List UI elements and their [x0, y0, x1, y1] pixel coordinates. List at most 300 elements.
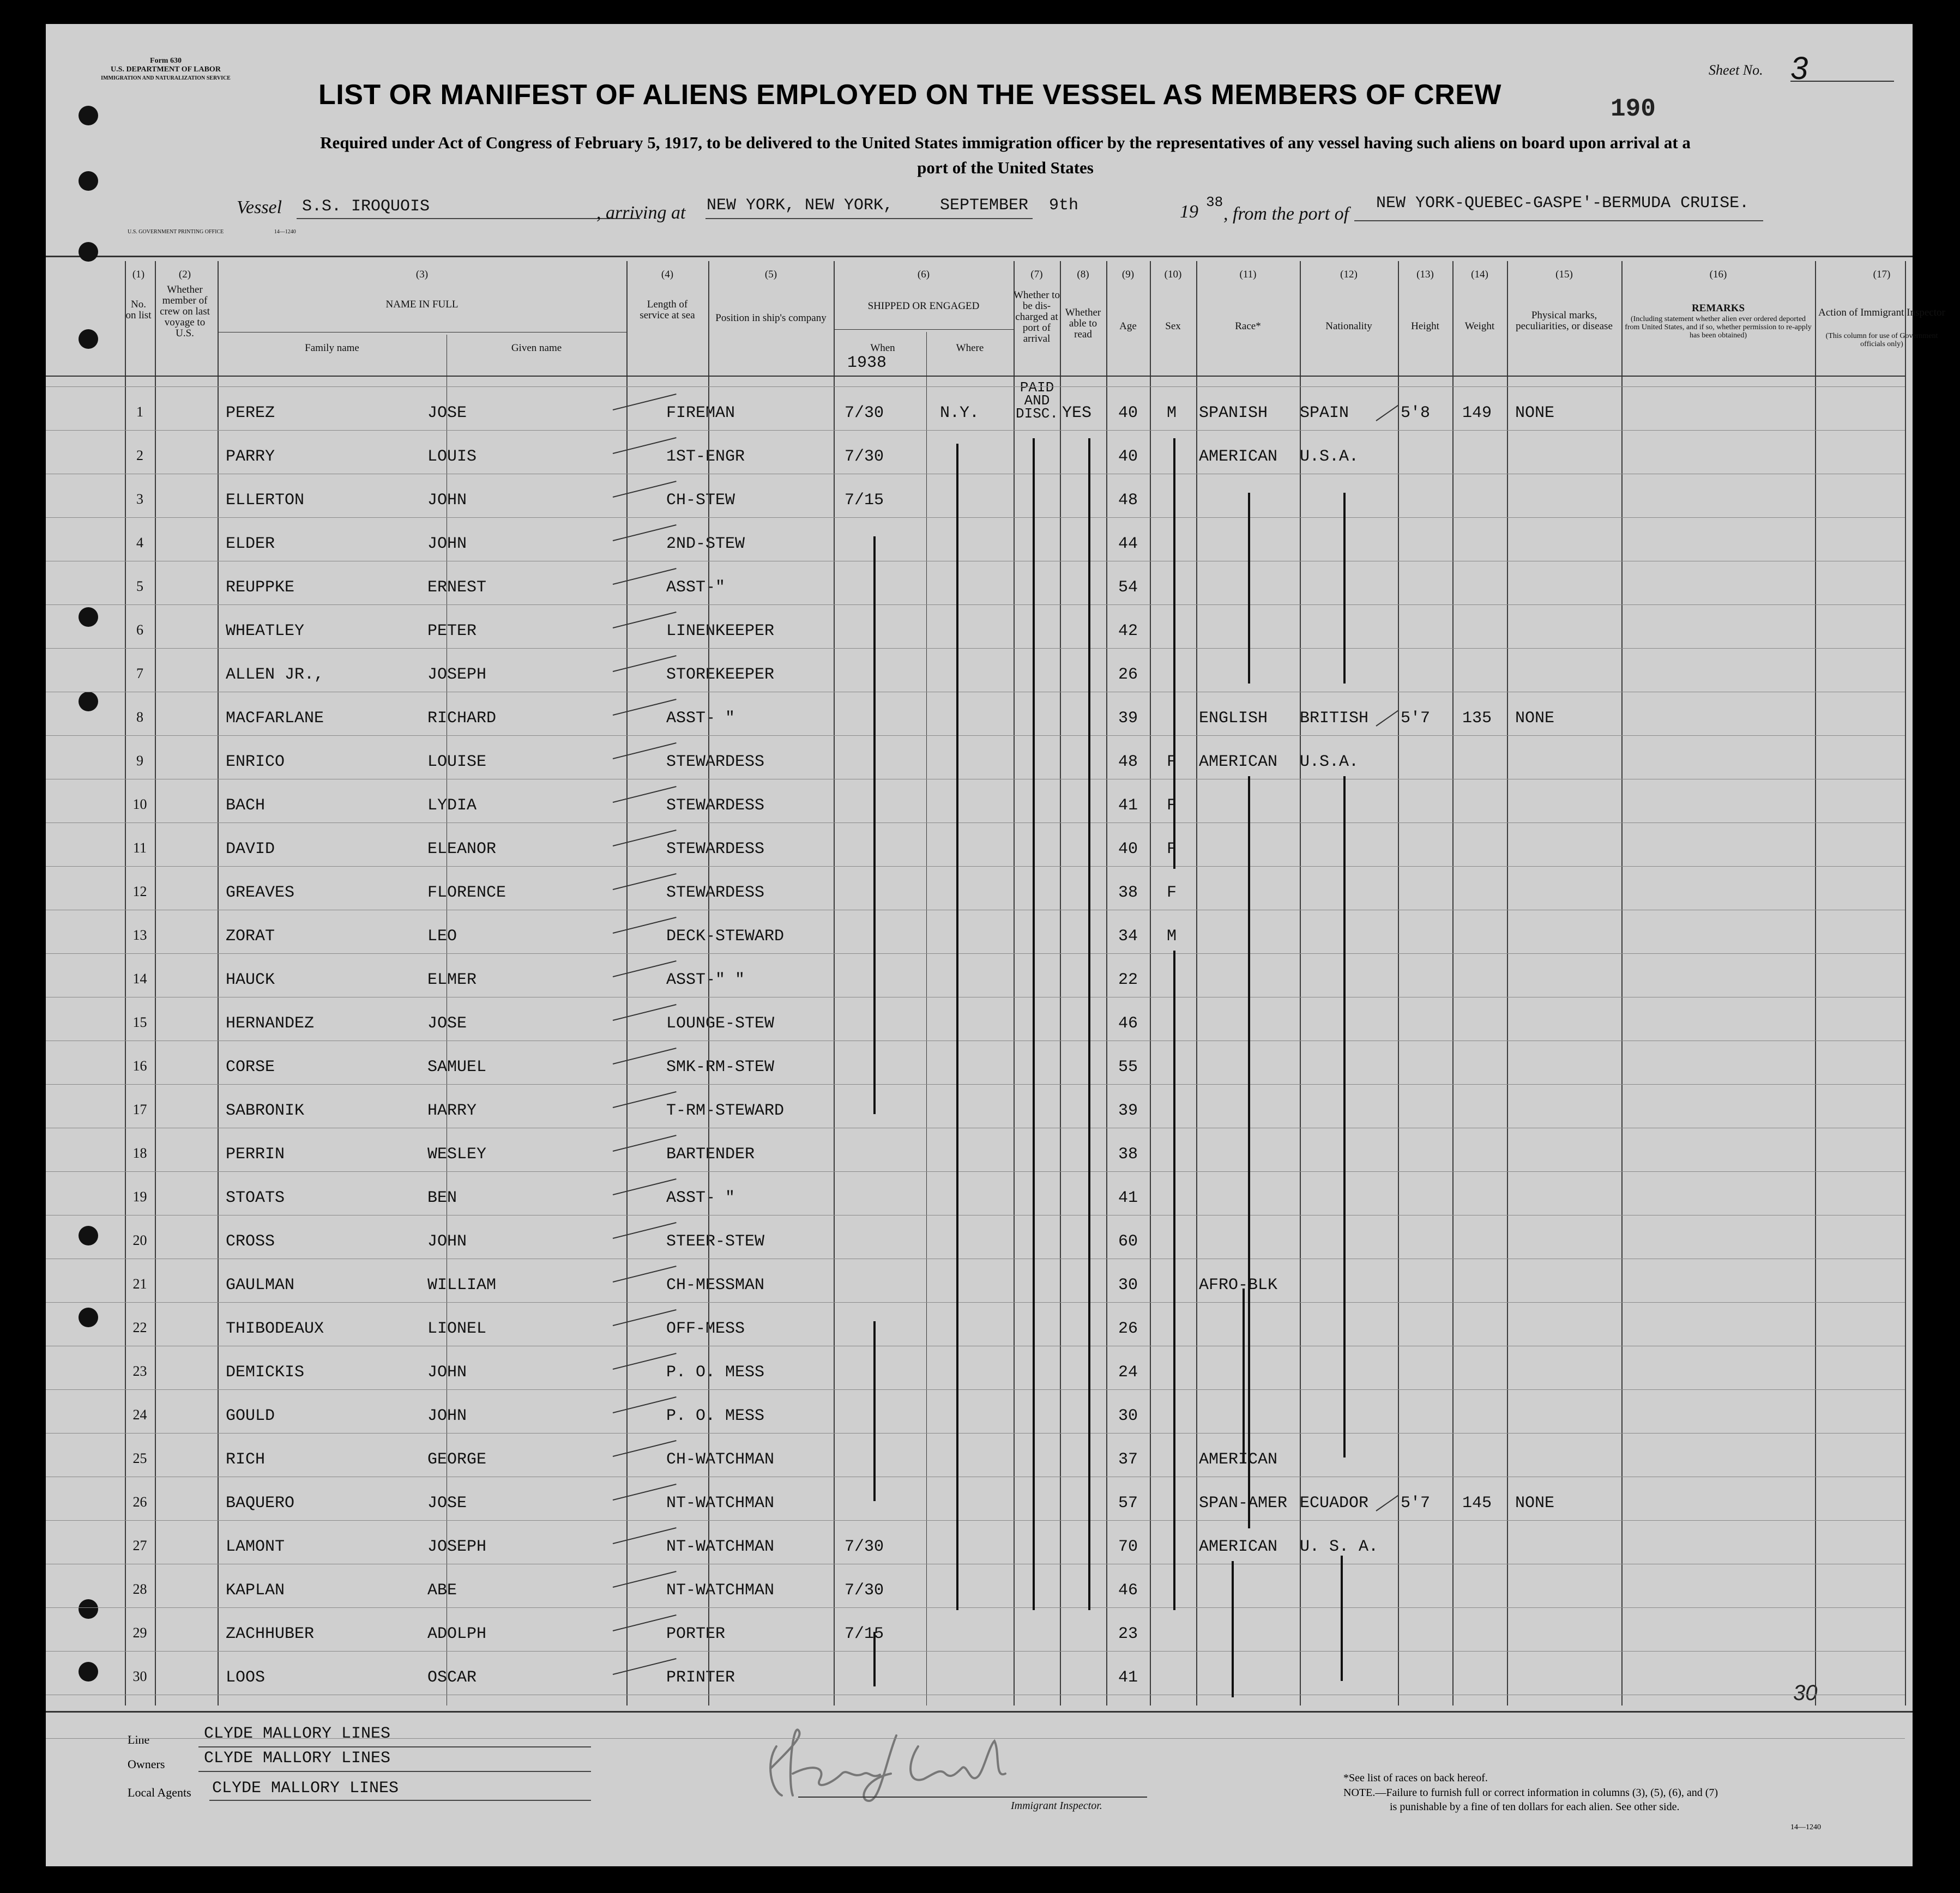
cell-family: SABRONIK — [226, 1102, 305, 1120]
cell-position: LINENKEEPER — [666, 622, 775, 640]
col-9-header: Age — [1119, 320, 1137, 332]
cell-position: CH-MESSMAN — [666, 1276, 765, 1295]
cell-discharged: PAID AND DISC. — [1015, 379, 1058, 422]
cell-given: SAMUEL — [427, 1058, 487, 1076]
penalty-note-2: is punishable by a fine of ten dollars for each alien. See other side. — [1390, 1801, 1680, 1813]
col-16-number: (16) — [1709, 269, 1727, 280]
row-rule — [46, 648, 1905, 649]
vessel-name: S.S. IROQUOIS — [302, 197, 430, 216]
cell-given: JOSE — [427, 1014, 467, 1033]
cell-no: 5 — [136, 578, 143, 594]
agents-underline — [209, 1800, 591, 1801]
cell-given: JOSEPH — [427, 666, 487, 684]
cell-weight: 135 — [1462, 709, 1492, 728]
cell-marks: NONE — [1515, 1494, 1555, 1513]
cell-family: HAUCK — [226, 971, 275, 989]
punch-hole — [79, 1662, 98, 1682]
ditto-mark — [873, 1321, 876, 1501]
cell-no: 21 — [132, 1276, 147, 1292]
line-value: CLYDE MALLORY LINES — [204, 1725, 391, 1743]
column-rule — [1452, 261, 1454, 1705]
cell-age: 44 — [1118, 535, 1138, 553]
from-port: NEW YORK-QUEBEC-GASPE'-BERMUDA CRUISE. — [1376, 194, 1750, 213]
cell-race: AMERICAN — [1199, 447, 1278, 466]
cell-given: LOUIS — [427, 447, 477, 466]
cell-marks: NONE — [1515, 709, 1555, 728]
form-identifier — [95, 57, 237, 83]
row-rule — [46, 1433, 1905, 1434]
ditto-mark — [1173, 951, 1175, 1610]
vessel-underline — [297, 218, 640, 219]
column-rule — [155, 261, 156, 1705]
col-3b-header: Given name — [511, 342, 562, 354]
inspector-underline — [798, 1797, 1147, 1798]
cell-position: STOREKEEPER — [666, 666, 775, 684]
cell-family: ZACHHUBER — [226, 1625, 315, 1643]
punch-hole — [79, 1308, 98, 1327]
cell-position: ASST-" " — [666, 971, 745, 989]
row-rule — [46, 1302, 1905, 1303]
cell-age: 41 — [1118, 796, 1138, 815]
service-name: IMMIGRATION AND NATURALIZATION SERVICE — [101, 75, 231, 81]
sheet-number-underline — [1790, 81, 1894, 82]
col-9-number: (9) — [1121, 269, 1135, 280]
cell-position: BARTENDER — [666, 1145, 755, 1164]
cell-no: 20 — [132, 1232, 147, 1248]
cell-position: PRINTER — [666, 1668, 735, 1687]
column-rule — [1621, 261, 1623, 1705]
col-14-number: (14) — [1471, 269, 1488, 280]
subtitle-line-1: Required under Act of Congress of February 5, 1917, to be delivered to the United States immigration officer by the representatives of any vessel having such aliens on board upon arrival at a — [320, 133, 1691, 152]
cell-no: 10 — [132, 796, 147, 812]
row-rule — [46, 1520, 1905, 1521]
cell-sex: F — [1166, 884, 1177, 902]
header-rule — [46, 376, 1905, 377]
column-rule — [1060, 261, 1061, 1705]
cell-no: 16 — [132, 1058, 147, 1074]
cell-position: P. O. MESS — [666, 1363, 765, 1382]
col-11-header: Race* — [1235, 320, 1261, 332]
cell-sex: M — [1166, 927, 1177, 946]
cell-no: 30 — [132, 1668, 147, 1684]
cell-age: 70 — [1118, 1538, 1138, 1556]
cell-age: 40 — [1118, 447, 1138, 466]
cell-age: 26 — [1118, 666, 1138, 684]
footer-print-code: 14—1240 — [1790, 1823, 1821, 1831]
cell-given: ELEANOR — [427, 840, 497, 858]
ditto-mark — [1248, 776, 1250, 1528]
column-rule — [708, 261, 709, 1705]
cell-read: YES — [1062, 404, 1092, 422]
cell-race: AMERICAN — [1199, 1450, 1278, 1469]
column-rule — [1398, 261, 1399, 1705]
cell-sex: F — [1166, 840, 1177, 858]
cell-weight: 149 — [1462, 404, 1492, 422]
cell-age: 40 — [1118, 840, 1138, 858]
ditto-mark — [873, 1632, 876, 1686]
cell-age: 38 — [1118, 884, 1138, 902]
cell-given: PETER — [427, 622, 477, 640]
manifest-sheet — [46, 24, 1945, 1866]
cell-age: 46 — [1118, 1581, 1138, 1600]
ditto-mark — [1033, 438, 1035, 1610]
cell-position: STEWARDESS — [666, 753, 765, 771]
ditto-mark — [1248, 493, 1250, 684]
cell-given: OSCAR — [427, 1668, 477, 1687]
column-rule — [1507, 261, 1508, 1705]
cell-position: NT-WATCHMAN — [666, 1494, 775, 1513]
cell-nationality: SPAIN — [1300, 404, 1349, 422]
subtitle-line-2: port of the United States — [917, 158, 1094, 177]
cell-when: 7/15 — [845, 1625, 884, 1643]
arriving-label: , arriving at — [596, 203, 686, 223]
inspector-label: Immigrant Inspector. — [1011, 1800, 1102, 1812]
cell-family: CROSS — [226, 1232, 275, 1251]
cell-given: ABE — [427, 1581, 457, 1600]
cell-family: BAQUERO — [226, 1494, 295, 1513]
punch-hole — [79, 692, 98, 711]
cell-when: 7/30 — [845, 447, 884, 466]
cell-age: 30 — [1118, 1407, 1138, 1425]
cell-no: 1 — [136, 404, 143, 420]
punch-hole — [79, 242, 98, 262]
col-5-header: Position in ship's company — [715, 312, 827, 324]
cell-race: ENGLISH — [1199, 709, 1268, 728]
cell-when: 7/30 — [845, 1538, 884, 1556]
form-number: Form 630 — [150, 57, 182, 65]
col-3a-header: Family name — [305, 342, 359, 354]
cell-age: 41 — [1118, 1189, 1138, 1207]
cell-given: JOSE — [427, 1494, 467, 1513]
cell-position: 1ST-ENGR — [666, 447, 745, 466]
cell-family: HERNANDEZ — [226, 1014, 315, 1033]
cell-position: 2ND-STEW — [666, 535, 745, 553]
penalty-note-1: NOTE.—Failure to furnish full or correct information in columns (3), (5), (6), and (7) — [1343, 1787, 1718, 1799]
cell-position: OFF-MESS — [666, 1320, 745, 1338]
col-2-header: Whether member of crew on last voyage to U.S. — [160, 284, 210, 339]
inspector-signature — [755, 1714, 1038, 1806]
cell-weight: 145 — [1462, 1494, 1492, 1513]
cell-no: 26 — [132, 1494, 147, 1510]
col-3-number: (3) — [415, 269, 429, 280]
cell-family: GOULD — [226, 1407, 275, 1425]
row-rule — [46, 1607, 1905, 1608]
cell-position: NT-WATCHMAN — [666, 1581, 775, 1600]
year-suffix: 38 — [1206, 194, 1223, 210]
line-underline — [198, 1746, 591, 1747]
cell-position: FIREMAN — [666, 404, 735, 422]
total-count-mark: 30 — [1793, 1681, 1818, 1705]
cell-no: 2 — [136, 447, 143, 463]
cell-age: 41 — [1118, 1668, 1138, 1687]
cell-race: SPAN-AMER — [1199, 1494, 1288, 1513]
cell-sex: F — [1166, 796, 1177, 815]
cell-no: 22 — [132, 1320, 147, 1335]
cell-age: 48 — [1118, 491, 1138, 510]
cell-family: PARRY — [226, 447, 275, 466]
cell-given: GEORGE — [427, 1450, 487, 1469]
cell-no: 19 — [132, 1189, 147, 1205]
cell-given: FLORENCE — [427, 884, 506, 902]
cell-position: ASST-" — [666, 578, 726, 597]
printing-office-line — [128, 229, 296, 235]
ditto-mark — [1243, 1289, 1245, 1463]
col-2-number: (2) — [178, 269, 191, 280]
column-rule — [1106, 261, 1107, 1705]
cell-no: 23 — [132, 1363, 147, 1379]
cell-sex: F — [1166, 753, 1177, 771]
cell-height: 5'7 — [1401, 709, 1431, 728]
owners-underline — [198, 1771, 591, 1772]
row-rule — [46, 1171, 1905, 1172]
row-rule — [46, 1651, 1905, 1652]
cell-given: ELMER — [427, 971, 477, 989]
ditto-mark — [1173, 438, 1175, 869]
row-rule — [46, 822, 1905, 823]
cell-no: 7 — [136, 666, 143, 681]
owners-label: Owners — [128, 1757, 165, 1771]
ditto-mark — [1343, 776, 1346, 1457]
cell-no: 8 — [136, 709, 143, 725]
cell-where: N.Y. — [940, 404, 980, 422]
punch-hole — [79, 1599, 98, 1619]
sheet-number: 3 — [1790, 51, 1808, 86]
cell-family: GREAVES — [226, 884, 295, 902]
cell-age: 40 — [1118, 404, 1138, 422]
col-1-header: No. on list — [125, 299, 152, 321]
cell-position: CH-STEW — [666, 491, 735, 510]
cell-given: JOSEPH — [427, 1538, 487, 1556]
col-1-number: (1) — [132, 269, 145, 280]
col-16-subheader: (Including statement whether alien ever ordered deported from United States, and if so, whether permission to re-apply has been obtained) — [1625, 315, 1812, 340]
cell-position: STEWARDESS — [666, 884, 765, 902]
cell-family: ELDER — [226, 535, 275, 553]
cell-family: REUPPKE — [226, 578, 295, 597]
printing-code: 14—1240 — [274, 229, 296, 235]
cell-position: LOUNGE-STEW — [666, 1014, 775, 1033]
col-6a-header: When — [870, 342, 895, 354]
cell-race: AFRO-BLK — [1199, 1276, 1278, 1295]
cell-no: 24 — [132, 1407, 147, 1423]
from-port-underline — [1354, 220, 1763, 221]
cell-family: DEMICKIS — [226, 1363, 305, 1382]
cell-age: 57 — [1118, 1494, 1138, 1513]
cell-given: JOHN — [427, 1407, 467, 1425]
cell-position: ASST- " — [666, 1189, 735, 1207]
cell-no: 27 — [132, 1538, 147, 1553]
row-rule — [46, 604, 1905, 605]
ditto-mark — [1343, 493, 1346, 684]
cell-nationality: BRITISH — [1300, 709, 1369, 728]
cell-no: 9 — [136, 753, 143, 769]
cell-no: 14 — [132, 971, 147, 987]
cell-family: MACFARLANE — [226, 709, 324, 728]
cell-given: JOHN — [427, 491, 467, 510]
cell-family: DAVID — [226, 840, 275, 858]
cell-family: ELLERTON — [226, 491, 305, 510]
cell-age: 39 — [1118, 1102, 1138, 1120]
cell-family: PERRIN — [226, 1145, 285, 1164]
row-rule — [46, 517, 1905, 518]
cell-family: ZORAT — [226, 927, 275, 946]
cell-given: LYDIA — [427, 796, 477, 815]
cell-no: 12 — [132, 884, 147, 899]
line-label: Line — [128, 1733, 150, 1746]
cell-given: JOSE — [427, 404, 467, 422]
row-rule — [46, 430, 1905, 431]
year-prefix: 19 — [1180, 202, 1198, 222]
column-rule — [125, 261, 126, 1705]
col-14-header: Weight — [1464, 320, 1495, 332]
cell-given: LIONEL — [427, 1320, 487, 1338]
cell-family: THIBODEAUX — [226, 1320, 324, 1338]
cell-position: STEER-STEW — [666, 1232, 765, 1251]
col-4-header: Length of service at sea — [640, 299, 695, 321]
department-name: U.S. DEPARTMENT OF LABOR — [111, 65, 221, 74]
cell-age: 39 — [1118, 709, 1138, 728]
sheet-label: Sheet No. — [1709, 62, 1763, 78]
row-rule — [46, 866, 1905, 867]
cell-given: HARRY — [427, 1102, 477, 1120]
cell-given: ERNEST — [427, 578, 487, 597]
cell-age: 48 — [1118, 753, 1138, 771]
cell-no: 11 — [132, 840, 147, 856]
col-15-header: Physical marks, peculiarities, or disease — [1516, 310, 1613, 332]
col-3-header: NAME IN FULL — [385, 299, 459, 310]
cell-given: ADOLPH — [427, 1625, 487, 1643]
cell-family: STOATS — [226, 1189, 285, 1207]
cell-given: WILLIAM — [427, 1276, 497, 1295]
col-17-header: Action of Immigrant Inspector — [1818, 307, 1945, 318]
col-15-number: (15) — [1555, 269, 1573, 280]
cell-age: 38 — [1118, 1145, 1138, 1164]
cell-position: DECK-STEWARD — [666, 927, 785, 946]
header-divider — [46, 256, 1913, 257]
cell-given: LEO — [427, 927, 457, 946]
footer-divider — [46, 1711, 1913, 1713]
col-4-number: (4) — [661, 269, 674, 280]
col-17-number: (17) — [1873, 269, 1891, 280]
row-rule — [46, 386, 1905, 387]
col-16-header: REMARKS — [1691, 303, 1745, 314]
cell-no: 28 — [132, 1581, 147, 1597]
col-7-header: Whether to be dis-charged at port of arrival — [1014, 289, 1060, 344]
printing-office: U.S. GOVERNMENT PRINTING OFFICE — [128, 229, 224, 235]
col-11-number: (11) — [1239, 269, 1257, 280]
cell-age: 30 — [1118, 1276, 1138, 1295]
signature-graphic — [755, 1714, 1038, 1806]
column-subrule — [926, 332, 927, 1705]
row-rule — [46, 1738, 1905, 1739]
col-12-header: Nationality — [1325, 320, 1372, 332]
cell-age: 26 — [1118, 1320, 1138, 1338]
column-rule — [1905, 261, 1906, 1705]
arriving-underline — [705, 218, 1033, 219]
col-13-number: (13) — [1416, 269, 1434, 280]
col-13-header: Height — [1411, 320, 1439, 332]
cell-age: 23 — [1118, 1625, 1138, 1643]
cell-position: NT-WATCHMAN — [666, 1538, 775, 1556]
col-12-number: (12) — [1340, 269, 1358, 280]
cell-no: 6 — [136, 622, 143, 638]
cell-family: KAPLAN — [226, 1581, 285, 1600]
cell-age: 42 — [1118, 622, 1138, 640]
cell-height: 5'8 — [1401, 404, 1431, 422]
ditto-mark — [1088, 438, 1090, 1610]
punch-hole — [79, 607, 98, 627]
cell-family: BACH — [226, 796, 266, 815]
race-note: *See list of races on back hereof. — [1343, 1772, 1488, 1784]
cell-given: WESLEY — [427, 1145, 487, 1164]
punch-hole — [79, 106, 98, 125]
from-port-label: , from the port of — [1223, 204, 1349, 224]
cell-sex: M — [1166, 404, 1177, 422]
cell-nationality: U. S. A. — [1300, 1538, 1379, 1556]
cell-family: ENRICO — [226, 753, 285, 771]
cell-position: SMK-RM-STEW — [666, 1058, 775, 1076]
cell-given: JOHN — [427, 535, 467, 553]
ditto-mark — [1341, 1556, 1343, 1681]
punch-hole — [79, 329, 98, 349]
column-rule — [1815, 261, 1816, 1705]
page-subtitle — [144, 130, 1867, 180]
column-rule — [626, 261, 628, 1705]
row-rule — [46, 735, 1905, 736]
punch-hole — [79, 171, 98, 191]
cell-height: 5'7 — [1401, 1494, 1431, 1513]
page-title: LIST OR MANIFEST OF ALIENS EMPLOYED ON THE VESSEL AS MEMBERS OF CREW — [318, 79, 1501, 111]
col-6b-header: Where — [956, 342, 984, 354]
cell-nationality: ECUADOR — [1300, 1494, 1369, 1513]
cell-given: LOUISE — [427, 753, 487, 771]
cell-age: 24 — [1118, 1363, 1138, 1382]
cell-position: P. O. MESS — [666, 1407, 765, 1425]
column-rule — [1014, 261, 1015, 1705]
cell-family: ALLEN JR., — [226, 666, 324, 684]
cell-given: BEN — [427, 1189, 457, 1207]
col-7-number: (7) — [1030, 269, 1043, 280]
cell-position: STEWARDESS — [666, 796, 765, 815]
col-8-number: (8) — [1077, 269, 1089, 280]
agents-value: CLYDE MALLORY LINES — [212, 1779, 399, 1798]
cell-family: RICH — [226, 1450, 266, 1469]
cell-age: 37 — [1118, 1450, 1138, 1469]
ditto-mark — [873, 536, 876, 1114]
cell-age: 22 — [1118, 971, 1138, 989]
column-rule — [834, 261, 835, 1705]
shipped-subheader-rule — [834, 329, 1014, 330]
cell-position: T-RM-STEWARD — [666, 1102, 785, 1120]
cell-age: 60 — [1118, 1232, 1138, 1251]
cell-age: 46 — [1118, 1014, 1138, 1033]
cell-position: CH-WATCHMAN — [666, 1450, 775, 1469]
cell-race: AMERICAN — [1199, 1538, 1278, 1556]
row-rule — [46, 1084, 1905, 1085]
cell-position: STEWARDESS — [666, 840, 765, 858]
cell-when: 7/30 — [845, 1581, 884, 1600]
col-6-number: (6) — [917, 269, 930, 280]
arriving-port: NEW YORK, NEW YORK, — [707, 196, 894, 215]
cell-family: CORSE — [226, 1058, 275, 1076]
column-rule — [1150, 261, 1151, 1705]
punch-hole — [79, 1226, 98, 1245]
cell-no: 25 — [132, 1450, 147, 1466]
cell-age: 54 — [1118, 578, 1138, 597]
page-stamp-number: 190 — [1611, 95, 1656, 123]
cell-family: WHEATLEY — [226, 622, 305, 640]
cell-given: JOHN — [427, 1363, 467, 1382]
column-rule — [218, 261, 219, 1705]
